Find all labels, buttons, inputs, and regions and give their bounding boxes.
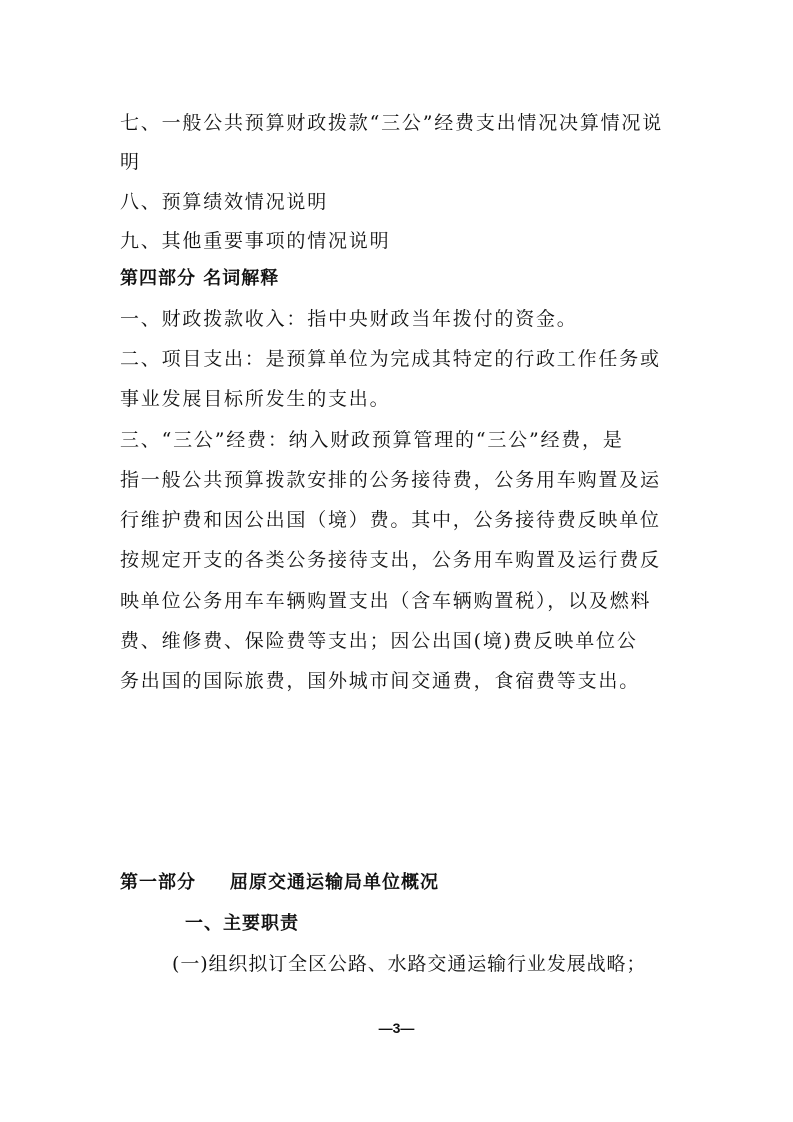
duty-1: (一)组织拟订全区公路、水路交通运输行业发展战略； (172, 953, 647, 975)
definition-3-line5: 映单位公务用车车辆购置支出（含车辆购置税），以及燃料 (120, 590, 652, 612)
part1-heading (120, 870, 439, 896)
definition-3-line2: 指一般公共预算拨款安排的公务接待费，公务用车购置及运 (120, 469, 661, 491)
section4-heading: 第四部分 名词解释 (120, 268, 280, 289)
definition-3-line7: 务出国的国际旅费，国外城市间交通费，食宿费等支出。 (120, 670, 641, 692)
definition-2-line1: 二、项目支出：是预算单位为完成其特定的行政工作任务或 (120, 348, 661, 370)
page-number: —3— (378, 1020, 415, 1036)
item9: 九、其他重要事项的情况说明 (120, 230, 391, 252)
definition-3-line4: 按规定开支的各类公务接待支出，公务用车购置及运行费反 (120, 549, 661, 571)
definition-3-line3: 行维护费和因公出国（境）费。其中，公务接待费反映单位 (120, 509, 661, 531)
part1-title: 屈原交通运输局单位概况 (230, 872, 439, 893)
part1-label: 第一部分 (120, 872, 196, 893)
definition-3-line1: 三、“三公”经费：纳入财政预算管理的“三公”经费，是 (120, 429, 624, 451)
item8: 八、预算绩效情况说明 (120, 191, 329, 213)
definition-3-line6: 费、维修费、保险费等支出；因公出国(境)费反映单位公 (120, 630, 638, 652)
duties-subheading: 一、主要职责 (185, 913, 299, 934)
definition-2-line2: 事业发展目标所发生的支出。 (120, 388, 391, 410)
definition-1: 一、财政拨款收入：指中央财政当年拨付的资金。 (120, 308, 578, 330)
item7-line2: 明 (120, 151, 141, 173)
item7-line1: 七、一般公共预算财政拨款“三公”经费支出情况决算情况说 (120, 112, 664, 134)
